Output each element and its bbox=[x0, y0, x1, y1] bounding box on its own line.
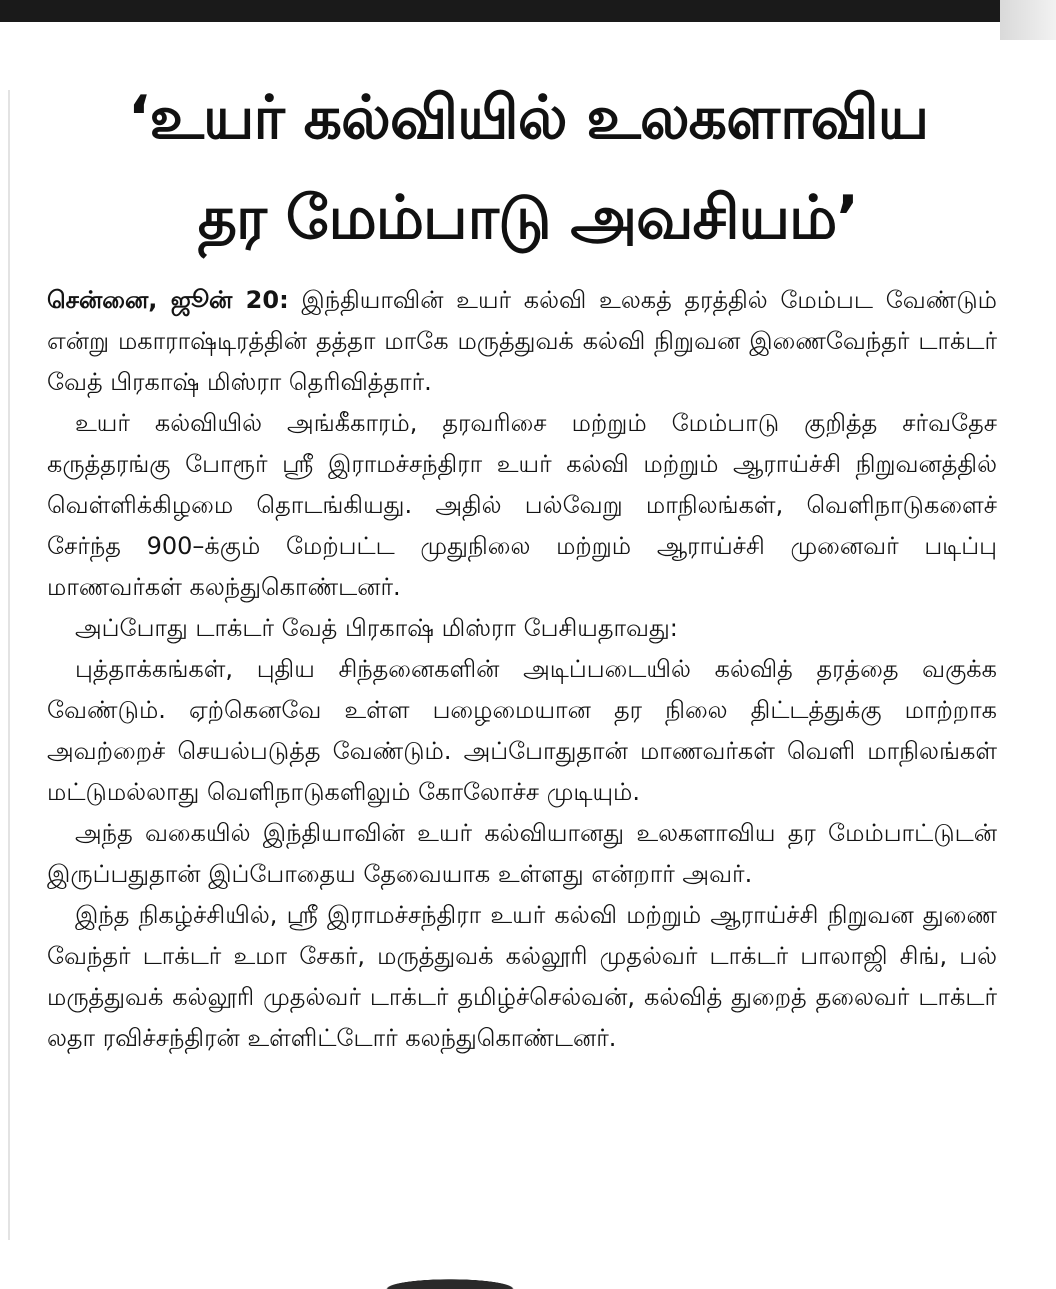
headline-line-2: தர மேம்பாடு அவசியம்’ bbox=[197, 183, 859, 253]
page-edge-shadow bbox=[1000, 0, 1056, 40]
paragraph-1-text: இந்தியாவின் உயர் கல்வி உலகத் தரத்தில் மேம்பட வேண்டும் என்று மகாராஷ்டிரத்தின் தத்தா மாகே மருத்துவக் கல்வி நிறுவன இணைவேந்தர் டாக்டர் வேத் பிரகாஷ் மிஸ்ரா தெரிவித்தார். bbox=[47, 286, 997, 396]
column-rule bbox=[8, 90, 10, 1240]
paragraph-6: இந்த நிகழ்ச்சியில், ஸ்ரீ இராமச்சந்திரா உயர் கல்வி மற்றும் ஆராய்ச்சி நிறுவன துணை வேந்தர் டாக்டர் உமா சேகர், மருத்துவக் கல்லூரி முதல்வர் டாக்டர் பாலாஜி சிங், பல் மருத்துவக் கல்லூரி முதல்வர் டாக்டர் தமிழ்ச்செல்வன், கல்வித் துறைத் தலைவர் டாக்டர் லதா ரவிச்சந்திரன் உள்ளிட்டோர் கலந்துகொண்டனர். bbox=[47, 901, 997, 1052]
headline-line-1: ‘உயர் கல்வியில் உலகளாவிய bbox=[127, 83, 929, 153]
paragraph-3: அப்போது டாக்டர் வேத் பிரகாஷ் மிஸ்ரா பேசியதாவது: bbox=[75, 614, 678, 642]
next-article-fragment bbox=[340, 1272, 560, 1289]
paragraph-5: அந்த வகையில் இந்தியாவின் உயர் கல்வியானது உலகளாவிய தர மேம்பாட்டுடன் இருப்பதுதான் இப்போதைய தேவையாக உள்ளது என்றார் அவர். bbox=[47, 819, 997, 888]
paragraph-1 bbox=[47, 280, 997, 403]
dateline: சென்னை, ஜூன் 20: bbox=[47, 286, 289, 314]
article-headline bbox=[30, 68, 1026, 268]
article-body bbox=[47, 280, 997, 1059]
paragraph-2: உயர் கல்வியில் அங்கீகாரம், தரவரிசை மற்றும் மேம்பாடு குறித்த சர்வதேச கருத்தரங்கு போரூர் ஸ்ரீ இராமச்சந்திரா உயர் கல்வி மற்றும் ஆராய்ச்சி நிறுவனத்தில் வெள்ளிக்கிழமை தொடங்கியது. அதில் பல்வேறு மாநிலங்கள், வெளிநாடுகளைச் சேர்ந்த 900–க்கும் மேற்பட்ட முதுநிலை மற்றும் ஆராய்ச்சி முனைவர் படிப்பு மாணவர்கள் கலந்துகொண்டனர். bbox=[47, 409, 997, 601]
top-rule-bar bbox=[0, 0, 1000, 22]
paragraph-4: புத்தாக்கங்கள், புதிய சிந்தனைகளின் அடிப்படையில் கல்வித் தரத்தை வகுக்க வேண்டும். ஏற்கெனவே உள்ள பழைமையான தர நிலை திட்டத்துக்கு மாற்றாக அவற்றைச் செயல்படுத்த வேண்டும். அப்போதுதான் மாணவர்கள் வெளி மாநிலங்கள் மட்டுமல்லாது வெளிநாடுகளிலும் கோலோச்ச முடியும். bbox=[47, 655, 997, 806]
